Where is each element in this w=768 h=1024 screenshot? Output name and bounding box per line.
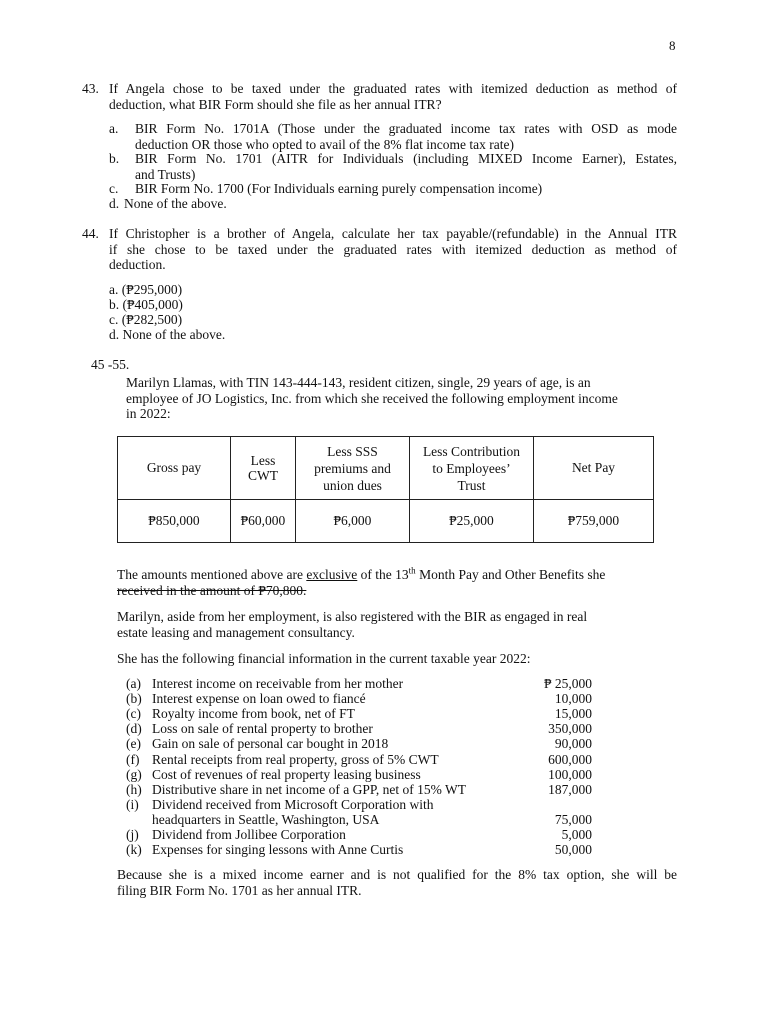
exclusive-note-line-1: [117, 567, 677, 583]
item-amount: 187,000: [548, 781, 592, 797]
item-text: Cost of revenues of real property leasing business: [152, 766, 421, 782]
question-43-line: deduction, what BIR Form should she file as her annual ITR?: [109, 96, 442, 112]
list-item: [126, 691, 592, 706]
note-underlined: exclusive: [306, 567, 358, 582]
item-label: (g): [126, 766, 142, 782]
header-line: premiums and: [314, 460, 391, 476]
option-line: and Trusts): [135, 166, 196, 182]
closing-line: filing BIR Form No. 1701 as her annual ITR.: [117, 882, 362, 898]
option-line: deduction OR those who opted to avail of the 8% flat income tax rate): [135, 136, 515, 152]
item-text: Dividend received from Microsoft Corporation with: [152, 796, 434, 812]
note-text: The amounts mentioned above are: [117, 567, 307, 582]
table-cell: ₱25,000: [410, 500, 534, 543]
header-less-sss: [296, 437, 410, 500]
header-line: to Employees’: [432, 460, 511, 476]
question-44-line: if she chose to be taxed under the graduated rates with itemized deduction as method of: [109, 241, 677, 257]
table-cell: ₱60,000: [231, 500, 296, 543]
item-amount: 5,000: [561, 827, 592, 842]
item-amount: ₱ 25,000: [543, 676, 592, 691]
option-line: None of the above.: [124, 196, 227, 211]
option-43a: [135, 121, 677, 152]
question-43-line: If Angela chose to be taxed under the graduated rates with itemized deduction as method of: [109, 81, 677, 96]
question-number-43: 43.: [82, 81, 99, 96]
list-item: [126, 782, 592, 797]
closing-note: [117, 867, 677, 898]
option-letter: d.: [109, 196, 120, 211]
item-text: Interest expense on loan owed to fiancé: [152, 691, 366, 707]
item-label: (f): [126, 751, 140, 767]
item-label: (e): [126, 736, 141, 752]
header-line: Trust: [457, 477, 486, 493]
item-text: Interest income on receivable from her mother: [152, 676, 404, 691]
option-43c: [135, 181, 677, 197]
item-label: (i): [126, 796, 139, 812]
option-44c: c. (₱282,500): [109, 312, 183, 327]
header-line: Net Pay: [571, 460, 616, 476]
option-line: BIR Form No. 1701A (Those under the graduated income tax rates with OSD as mode: [135, 121, 677, 136]
item-amount: 75,000: [554, 811, 592, 827]
financial-info-intro: She has the following financial information in the current taxable year 2022:: [117, 651, 531, 666]
question-number-44: 44.: [82, 226, 99, 241]
table-row: [118, 500, 654, 543]
list-item: [126, 736, 592, 751]
question-44-line: If Christopher is a brother of Angela, calculate her tax payable/(refundable) in the Annual ITR: [109, 226, 677, 241]
closing-line: Because she is a mixed income earner and is not qualified for the 8% tax option, she will be: [117, 867, 677, 882]
question-44-line: deduction.: [109, 257, 166, 272]
item-text: Distributive share in net income of a GPP, net of 15% WT: [152, 781, 466, 797]
case-intro-line: Marilyn Llamas, with TIN 143-444-143, resident citizen, single, 29 years of age, is an: [126, 375, 591, 390]
header-less-cwt: [231, 437, 296, 500]
table-cell: ₱850,000: [118, 500, 231, 543]
item-text: Expenses for singing lessons with Anne Curtis: [152, 842, 404, 858]
item-text: Royalty income from book, net of FT: [152, 706, 355, 722]
header-line: Gross pay: [146, 460, 202, 476]
header-less-contribution: [410, 437, 534, 500]
list-item: [126, 767, 592, 782]
header-line: Less: [250, 452, 276, 468]
list-item: [126, 842, 592, 857]
item-text: Dividend from Jollibee Corporation: [152, 827, 346, 842]
header-net-pay: [534, 437, 654, 500]
item-amount: 90,000: [554, 736, 592, 752]
option-44a: a. (₱295,000): [109, 282, 183, 297]
note-text: of the 13: [357, 567, 409, 582]
item-label: (b): [126, 691, 142, 707]
item-amount: 350,000: [548, 721, 592, 737]
list-item: [126, 812, 592, 827]
item-amount: 10,000: [554, 691, 592, 707]
note-text: Month Pay and Other Benefits she: [415, 567, 606, 582]
header-line: CWT: [248, 468, 278, 483]
list-item: [126, 752, 592, 767]
option-line: BIR Form No. 1701 (AITR for Individuals (including MIXED Income Earner), Estates,: [135, 151, 677, 166]
option-letter: b.: [109, 151, 120, 166]
item-amount: 15,000: [554, 706, 592, 722]
header-line: Less SSS: [327, 443, 378, 459]
option-43b: [135, 151, 677, 182]
case-intro-line: employee of JO Logistics, Inc. from which she received the following employment income: [126, 390, 618, 406]
table-cell: ₱759,000: [534, 500, 654, 543]
item-label: (h): [126, 781, 142, 797]
list-item: [126, 706, 592, 721]
case-intro: [126, 375, 677, 422]
item-text: headquarters in Seattle, Washington, USA: [152, 811, 380, 827]
table-header-row: [118, 437, 654, 500]
item-amount: 50,000: [554, 842, 592, 858]
employment-income-table: [117, 436, 654, 543]
option-43d: [124, 196, 666, 212]
list-item: [126, 721, 592, 736]
item-amount: 600,000: [548, 751, 592, 767]
header-line: union dues: [323, 477, 382, 493]
list-item: [126, 797, 592, 812]
item-label: (a): [126, 676, 141, 691]
item-label: (c): [126, 706, 141, 722]
business-note-line: Marilyn, aside from her employment, is also registered with the BIR as engaged in real: [117, 609, 588, 624]
list-item: [126, 827, 592, 842]
business-note-line: estate leasing and management consultancy.: [117, 624, 355, 640]
item-label: (j): [126, 827, 139, 842]
item-text: Gain on sale of personal car bought in 2018: [152, 736, 389, 752]
item-text: Rental receipts from real property, gross of 5% CWT: [152, 751, 439, 767]
exclusive-note-line-2: received in the amount of ₱70,800.: [117, 582, 307, 598]
header-gross-pay: [118, 437, 231, 500]
item-amount: 100,000: [548, 766, 592, 782]
case-intro-line: in 2022:: [126, 406, 171, 421]
item-label: (d): [126, 721, 142, 737]
option-letter: c.: [109, 181, 119, 196]
item-text: Loss on sale of rental property to brother: [152, 721, 373, 737]
note-superscript: th: [408, 565, 416, 576]
list-item: [126, 676, 592, 691]
option-44b: b. (₱405,000): [109, 297, 183, 312]
exclusive-note: [117, 567, 677, 598]
table-cell: ₱6,000: [296, 500, 410, 543]
option-letter: a.: [109, 121, 119, 136]
item-label: (k): [126, 842, 142, 858]
header-line: Less Contribution: [422, 443, 521, 459]
business-note: [117, 609, 677, 640]
question-number-45-55: 45 -55.: [91, 357, 130, 372]
question-44-text: [109, 226, 677, 273]
question-43-text: [109, 81, 677, 112]
page-number: 8: [669, 38, 676, 53]
option-line: BIR Form No. 1700 (For Individuals earning purely compensation income): [135, 181, 543, 196]
option-44d: d. None of the above.: [109, 327, 226, 342]
